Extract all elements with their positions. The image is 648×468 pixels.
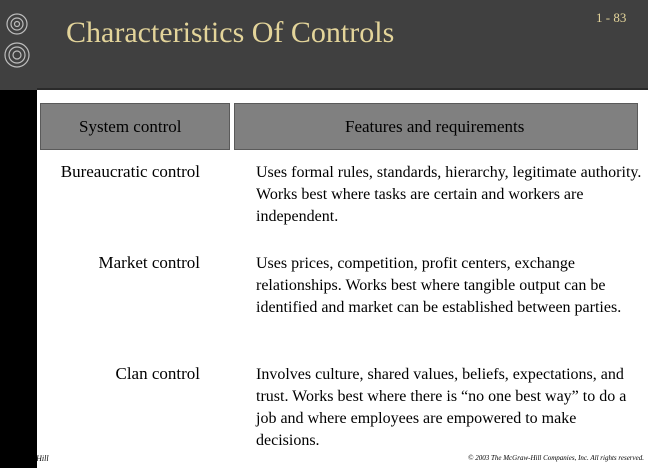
header-label-system-control: System control: [79, 117, 182, 136]
header-divider: [37, 88, 648, 90]
concentric-circles-logo-icon: [2, 10, 32, 78]
row-desc-bureaucratic: Uses formal rules, standards, hierarchy, legitimate authority. Works best where tasks are certain and workers are independent.: [256, 164, 642, 225]
footer-publisher: McGraw-Hill: [5, 454, 49, 463]
header-cell-system-control: [40, 103, 230, 150]
slide-title: Characteristics Of Controls: [66, 16, 395, 49]
row-desc-clan: Involves culture, shared values, beliefs, expectations, and trust. Works best where there is “no one best way” to do a job and where employees are empowered to make decisions.: [256, 366, 627, 449]
footer-copyright: © 2003 The McGraw-Hill Companies, Inc. All rights reserved.: [468, 454, 644, 462]
header-cell-features: [234, 103, 638, 150]
slide-number: 1 - 83: [596, 10, 627, 25]
header-label-features: Features and requirements: [345, 117, 525, 136]
row-label-bureaucratic: Bureaucratic control: [60, 162, 200, 181]
row-label-market: Market control: [98, 253, 200, 272]
row-desc-market: Uses prices, competition, profit centers, exchange relationships. Works best where tangible output can be identified and market can be established between parties.: [256, 255, 622, 316]
row-label-clan: Clan control: [115, 364, 200, 383]
table-header: [40, 103, 638, 150]
